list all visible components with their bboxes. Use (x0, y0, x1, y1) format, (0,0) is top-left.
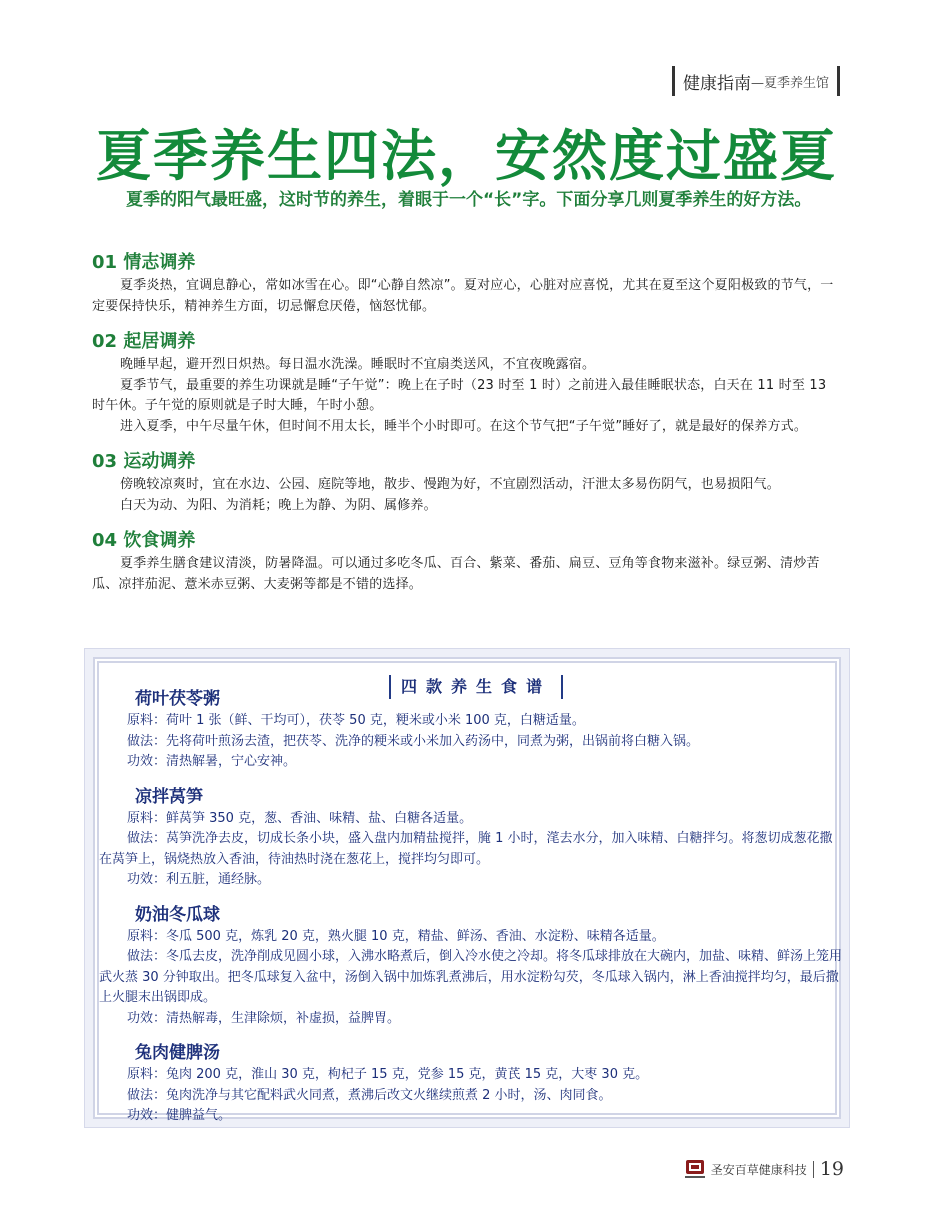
recipe-name: 奶油冬瓜球 (135, 904, 220, 925)
recipe-line: 原料：鲜莴笋 350 克，葱、香油、味精、盐、白糖各适量。 (127, 810, 473, 826)
paragraph: 晚睡早起，避开烈日炽热。每日温水洗澡。睡眠时不宜扇类送风，不宜夜晚露宿。 (120, 357, 596, 372)
page-header (672, 66, 840, 96)
section-title: 04 饮食调养 (92, 530, 196, 551)
section-title: 01 情志调养 (92, 252, 196, 273)
recipe-line: 功效：利五脏，通经脉。 (127, 872, 271, 887)
recipe-item (99, 785, 843, 891)
recipe-line: 原料：荷叶 1 张（鲜、干均可），茯苓 50 克，粳米或小米 100 克，白糖适量。 (127, 713, 585, 728)
recipe-line: 做法：先将荷叶煎汤去渣，把茯苓、洗净的粳米或小米加入药汤中，同煮为粥，出锅前将白糖入锅。 (127, 733, 700, 749)
paragraph: 夏季养生膳食建议清淡，防暑降温。可以通过多吃冬瓜、百合、紫菜、番茄、扁豆、豆角等食物来滋补。绿豆粥、清炒苦瓜、凉拌茄泥、薏米赤豆粥、大麦粥等都是不错的选择。 (92, 556, 820, 592)
paragraph: 夏季节气，最重要的养生功课就是睡“子午觉”：晚上在子时（23 时至 1 时）之前进入最佳睡眠状态，白天在 11 时至 13 时午休。子午觉的原则就是子时大睡，午时小憩。 (92, 377, 827, 413)
section-emotion (92, 250, 842, 317)
recipes-box (84, 648, 850, 1128)
recipe-item (99, 1041, 843, 1127)
recipe-line: 功效：健脾益气。 (127, 1108, 232, 1123)
section-exercise (92, 449, 842, 516)
header-title: 健康指南 (682, 73, 751, 94)
page-number: 19 (819, 1158, 844, 1180)
recipe-name: 兔肉健脾汤 (135, 1043, 220, 1063)
article-content (92, 250, 842, 607)
section-daily-life (92, 329, 842, 437)
section-title: 03 运动调养 (92, 451, 196, 472)
paragraph: 进入夏季，中午尽量午休，但时间不用太长，睡半个小时即可。在这个节气把“子午觉”睡好了，就是最好的保养方式。 (120, 418, 808, 434)
recipe-item (99, 903, 843, 1030)
recipes-title: 四款养生食谱 (389, 675, 563, 699)
recipe-line: 做法：莴笋洗净去皮，切成长条小块，盛入盘内加精盐搅拌，腌 1 小时，滗去水分，加入味精、白糖拌匀。将葱切成葱花撒在莴笋上，锅烧热放入香油，待油热时浇在葱花上，搅拌均匀即可。 (99, 831, 833, 867)
page-footer (683, 1156, 844, 1182)
footer-brand: 圣安百草健康科技 (711, 1161, 814, 1178)
recipe-item (99, 687, 843, 773)
section-diet (92, 528, 842, 595)
article-intro: 夏季的阳气最旺盛，这时节的养生，着眼于一个“长”字。下面分享几则夏季养生的好方法。 (126, 190, 812, 210)
recipe-line: 原料：兔肉 200 克，淮山 30 克，枸杞子 15 克，党参 15 克，黄芪 15 克，大枣 30 克。 (127, 1067, 649, 1082)
recipe-line: 功效：清热解暑，宁心安神。 (127, 754, 297, 769)
recipe-name: 凉拌莴笋 (135, 786, 203, 807)
recipes-frame (93, 657, 843, 1123)
recipe-line: 做法：冬瓜去皮，洗净削成见圆小球，入沸水略煮后，倒入冷水使之冷却。将冬瓜球排放在大碗内，加盐、味精、鲜汤上笼用武火蒸 30 分钟取出。把冬瓜球复入盆中，汤倒入锅中加炼乳煮沸后，用水淀粉勾芡，冬瓜球入锅内，淋上香油搅拌均匀，最后撒上火腿末出锅即成。 (99, 949, 843, 1005)
recipe-line: 原料：冬瓜 500 克，炼乳 20 克，熟火腿 10 克，精盐、鲜汤、香油、水淀粉、味精各适量。 (127, 928, 665, 944)
section-title: 02 起居调养 (92, 331, 196, 352)
paragraph: 白天为动、为阳、为消耗；晚上为静、为阴、属修养。 (120, 497, 437, 513)
paragraph: 傍晚较凉爽时，宜在水边、公园、庭院等地，散步、慢跑为好，不宜剧烈活动，汗泄太多易伤阴气，也易损阳气。 (120, 477, 781, 492)
recipes-list (99, 687, 843, 1139)
brand-logo-icon (683, 1157, 707, 1181)
recipe-name: 荷叶茯苓粥 (135, 689, 220, 709)
article-title: 夏季养生四法，安然度过盛夏 (96, 123, 838, 188)
header-subtitle: —夏季养生馆 (750, 75, 829, 91)
paragraph: 夏季炎热，宜调息静心，常如冰雪在心。即“心静自然凉”。夏对应心，心脏对应喜悦，尤其在夏至这个夏阳极致的节气，一定要保持快乐，精神养生方面，切忌懈怠厌倦，恼怒忧郁。 (92, 278, 834, 314)
recipe-line: 功效：清热解毒，生津除烦，补虚损，益脾胃。 (127, 1010, 401, 1026)
recipe-line: 做法：兔肉洗净与其它配料武火同煮，煮沸后改文火继续煎煮 2 小时，汤、肉同食。 (127, 1087, 612, 1103)
